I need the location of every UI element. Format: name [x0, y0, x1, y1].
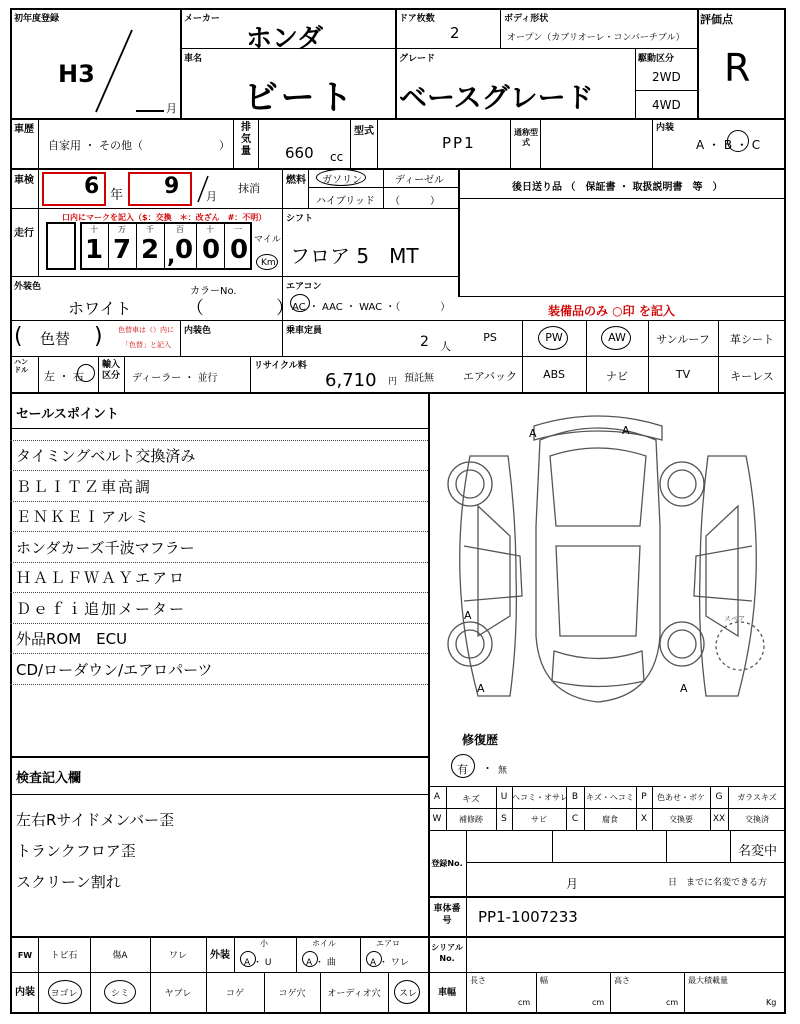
fuel-gas-circle	[316, 169, 366, 186]
mileage-unit-3: 百	[176, 225, 184, 234]
sales-title: セールスポイント	[16, 407, 119, 422]
width-unit: cm	[592, 998, 605, 1007]
damage-mark-2: A	[622, 424, 630, 437]
mileage-digit-2: 2	[140, 235, 160, 265]
inspection-month-box	[128, 172, 192, 206]
color-no-label: カラーNo.	[190, 286, 237, 297]
chassis-value: PP1-1007233	[478, 908, 578, 926]
mileage-digit-0: 1	[84, 235, 104, 265]
interior-color-label: 内装色	[184, 326, 212, 336]
ext-small-value: A ・ U	[244, 958, 272, 968]
mileage-unit-0: 十	[90, 225, 98, 234]
reg-no-label: 登録No.	[431, 859, 463, 868]
equip-pw: PW	[545, 331, 563, 344]
handle-label: ハンドル	[14, 358, 28, 374]
interior-label: 内装	[656, 123, 675, 133]
repair-no: 無	[498, 766, 508, 776]
displacement-unit: cc	[330, 150, 344, 164]
drive-4wd: 4WD	[652, 98, 681, 112]
mileage-digit-5: 0	[229, 235, 249, 265]
int-stain: シミ	[110, 989, 129, 999]
ext-aero-a-circle	[366, 951, 382, 967]
int-label: 内装	[15, 987, 35, 998]
equip-airbag: エアバック	[462, 370, 518, 383]
repair-yes: 有	[457, 763, 468, 776]
equip-aw-circle	[601, 326, 631, 350]
doors-value: 2	[450, 24, 460, 42]
fw-scratch: 傷A	[112, 951, 128, 961]
car-name-label: 車名	[184, 54, 203, 64]
fuel-other: （ ）	[390, 196, 440, 207]
legend-desc-c: 腐食	[602, 815, 618, 824]
legend-code-b: B	[571, 792, 579, 802]
inspection-note-1: 左右Rサイドメンバー歪	[16, 811, 175, 829]
legend-desc-s: サビ	[531, 815, 547, 824]
legend-desc-b: キズ・ヘコミ	[586, 793, 634, 802]
body-value: オープン（カブリオーレ・コンバーチブル）	[507, 33, 685, 43]
ext-wheel-a-circle	[302, 951, 318, 967]
mileage-unit-5: 一	[234, 225, 242, 234]
sales-point-8: CD/ローダウン/エアロパーツ	[16, 661, 213, 679]
mileage-unit-4: 十	[206, 225, 214, 234]
repair-yes-circle	[451, 754, 475, 778]
legend-desc-u: ヘコミ・オサレ	[512, 793, 568, 802]
serial-label: シリアルNo.	[431, 943, 463, 963]
ext-label: 外装	[210, 950, 230, 961]
length-label: 長さ	[470, 976, 486, 985]
recycle-value: 6,710	[325, 370, 377, 391]
legend-desc-x: 交換要	[669, 815, 693, 824]
repaint-paren-close: )	[94, 324, 103, 349]
sales-point-7: 外品ROM ECU	[16, 630, 128, 648]
legend-code-x: X	[640, 814, 648, 824]
maker-value: ホンダ	[246, 24, 323, 54]
shift-label: シフト	[286, 214, 314, 224]
legend-code-u: U	[500, 792, 508, 802]
fuel-label: 燃料	[286, 175, 306, 186]
mileage-digit-4: 0	[201, 235, 221, 265]
aircon-ac-circle	[290, 294, 310, 312]
int-tear: ヤブレ	[164, 989, 192, 999]
year-unit: 年	[110, 188, 124, 203]
weight-label: 最大積載量	[688, 976, 728, 985]
interior-b-circle	[727, 130, 749, 152]
color-no-paren: （ ）	[186, 298, 294, 319]
exterior-value: ホワイト	[68, 299, 132, 318]
inspection-month: 9	[164, 174, 180, 199]
damage-mark-5: A	[680, 682, 688, 695]
history-value: 自家用 ・ その他（	[48, 139, 143, 152]
aircon-label: エアコン	[286, 282, 322, 292]
sales-point-5: ＨＡＬＦＷＡＹエアロ	[16, 569, 187, 587]
dims-label: 車幅	[437, 988, 456, 998]
fw-label: FW	[17, 951, 33, 960]
doors-label: ドア枚数	[399, 14, 435, 24]
int-scuff: スレ	[398, 989, 417, 999]
import-value: ディーラー ・ 並行	[132, 373, 218, 384]
name-change: 名変中	[738, 844, 778, 859]
equip-aw: AW	[608, 331, 626, 344]
fuel-hybrid: ハイブリッド	[316, 196, 375, 207]
recycle-unit: 円	[388, 377, 398, 387]
mileage-digit-box	[80, 222, 252, 270]
first-reg-slash	[90, 26, 140, 116]
sales-point-3: ＥＮＫＥＩアルミ	[16, 508, 152, 526]
repaint-text: 色替	[40, 330, 71, 348]
grade-value: ベースグレード	[399, 81, 594, 114]
damage-mark-3: A	[464, 609, 472, 622]
equip-tv: TV	[675, 368, 691, 381]
sales-point-1: タイミングベルト交換済み	[16, 447, 196, 465]
ext-aero-label: エアロ	[376, 939, 400, 948]
maker-label: メーカー	[184, 14, 220, 24]
equip-ps: PS	[483, 331, 497, 344]
fw-chip: トビ石	[50, 951, 78, 961]
repair-label: 修復歴	[462, 733, 499, 747]
legend-code-g: G	[715, 792, 723, 802]
drive-2wd: 2WD	[652, 70, 681, 84]
equip-pw-circle	[538, 326, 568, 350]
car-name-value: ビート	[244, 78, 357, 118]
interior-options: A ・ B ・ C	[696, 138, 761, 152]
height-unit: cm	[666, 998, 679, 1007]
damage-mark-4: A	[477, 682, 485, 695]
shift-value: フロア 5 MT	[290, 244, 419, 268]
aircon-value: AC ・ AAC ・ WAC ・（ ）	[292, 302, 451, 313]
int-burn-hole: コゲ穴	[278, 989, 306, 999]
chassis-label: 車体番号	[433, 904, 461, 926]
legend-desc-a: キズ	[462, 795, 480, 805]
body-label: ボディ形状	[504, 14, 549, 24]
displacement-value: 660	[285, 144, 314, 162]
weight-unit: Kg	[766, 998, 777, 1007]
damage-mark-1: A	[529, 427, 537, 440]
mileage-label: 走行	[14, 228, 34, 239]
inspection-year: 6	[84, 174, 100, 199]
ext-small-a-circle	[240, 951, 256, 967]
inspection-note-3: スクリーン割れ	[16, 873, 121, 891]
legend-code-c: C	[571, 814, 579, 824]
legend-desc-p: 色あせ・ボケ	[657, 793, 705, 802]
km-label: Km	[261, 258, 276, 268]
legend-code-p: P	[641, 792, 647, 802]
int-burn: コゲ	[225, 989, 244, 999]
mile-label: マイル	[254, 235, 281, 245]
mileage-digit-1: 7	[112, 235, 132, 265]
ext-small-label: 小	[260, 939, 268, 948]
mileage-unit-1: 万	[118, 225, 126, 234]
handle-value: 左 ・ 右	[44, 370, 84, 383]
reg-month-unit: 月	[566, 877, 579, 891]
reg-day-text: 日 までに名変できる方	[668, 878, 768, 888]
height-label: 高さ	[614, 976, 630, 985]
mileage-unit-2: 千	[146, 225, 154, 234]
model-label: 型式	[354, 126, 374, 137]
month-unit: 月	[206, 190, 217, 203]
recycle-label: リサイクル料	[254, 361, 307, 371]
legend-code-xx: XX	[712, 814, 726, 824]
capacity-unit: 人	[440, 340, 451, 353]
fw-crack: ワレ	[168, 951, 187, 961]
history-close: ）	[219, 139, 230, 152]
sales-point-6: Ｄｅｆｉ追加メーター	[16, 600, 187, 618]
int-dirt-circle	[48, 980, 82, 1004]
legend-code-w: W	[432, 814, 442, 824]
mileage-blank-box	[46, 222, 76, 270]
mileage-digit-3: 0	[174, 235, 194, 265]
drive-label: 駆動区分	[638, 54, 675, 64]
ext-wheel-label: ホイル	[312, 939, 336, 948]
mileage-instruction: 口内にマークを記入（$：交換 ＊：改ざん #：不明）	[62, 213, 267, 222]
sales-point-2: ＢＬＩＴＺ車高調	[16, 478, 153, 496]
repaint-paren-open: (	[14, 324, 23, 349]
equip-abs: ABS	[543, 368, 565, 381]
grade-label: グレード	[399, 54, 436, 64]
fuel-gas: ガソリン	[322, 175, 362, 186]
equip-sunroof: サンルーフ	[656, 333, 710, 346]
repaint-note-2: 「色替」と記入	[122, 341, 171, 349]
sales-point-4: ホンダカーズ千波マフラー	[16, 539, 195, 557]
inspection-title: 検査記入欄	[16, 771, 82, 786]
fuel-diesel: ディーゼル	[395, 175, 444, 186]
equip-keyless: キーレス	[730, 370, 774, 383]
legend-code-s: S	[501, 814, 507, 824]
score-value: R	[724, 46, 751, 90]
repaint-note-1: 色替車は（）内に	[118, 326, 174, 334]
history-label: 車歴	[14, 124, 34, 135]
capacity-value: 2	[420, 334, 429, 350]
score-label: 評価点	[700, 13, 733, 26]
inspection-label: 車検	[14, 175, 34, 186]
spare-label: スペア	[724, 615, 745, 623]
int-dirt: ヨゴレ	[50, 989, 78, 999]
legend-desc-w: 補修跡	[459, 815, 483, 824]
common-model-label: 通称型式	[514, 128, 538, 147]
length-unit: cm	[518, 998, 531, 1007]
model-value: PP1	[442, 134, 476, 152]
ext-wheel-value: A ・ 曲	[306, 958, 336, 968]
cancelled-text: 抹消	[238, 182, 260, 195]
int-audio-hole: オーディオ穴	[327, 989, 381, 999]
inspection-note-2: トランクフロア歪	[16, 842, 136, 860]
ext-aero-value: A ・ ワレ	[370, 958, 409, 968]
displacement-label: 排気量	[241, 122, 251, 157]
exterior-label: 外装色	[14, 282, 42, 292]
recycle-note: 預託無	[404, 373, 434, 384]
import-label: 輸入区分	[101, 360, 120, 381]
km-circle	[256, 254, 278, 270]
int-stain-circle	[104, 980, 136, 1004]
legend-code-a: A	[433, 792, 441, 802]
first-reg-year: H3	[58, 60, 95, 88]
handle-right-circle	[77, 364, 95, 382]
int-scuff-circle	[394, 980, 420, 1004]
legend-desc-xx: 交換済	[745, 815, 769, 824]
capacity-label: 乗車定員	[286, 326, 323, 336]
equip-leather: 革シート	[730, 333, 774, 346]
width-label: 幅	[540, 976, 548, 985]
first-reg-month-unit: 月	[166, 102, 177, 115]
equip-navi: ナビ	[606, 370, 628, 383]
equip-header: 装備品のみ ○印 を記入	[548, 304, 675, 318]
first-reg-label: 初年度登録	[14, 14, 60, 24]
docs-label: 後日送り品 （ 保証書 ・ 取扱説明書 等 ）	[512, 182, 723, 193]
legend-desc-g: ガラスキズ	[737, 793, 777, 802]
